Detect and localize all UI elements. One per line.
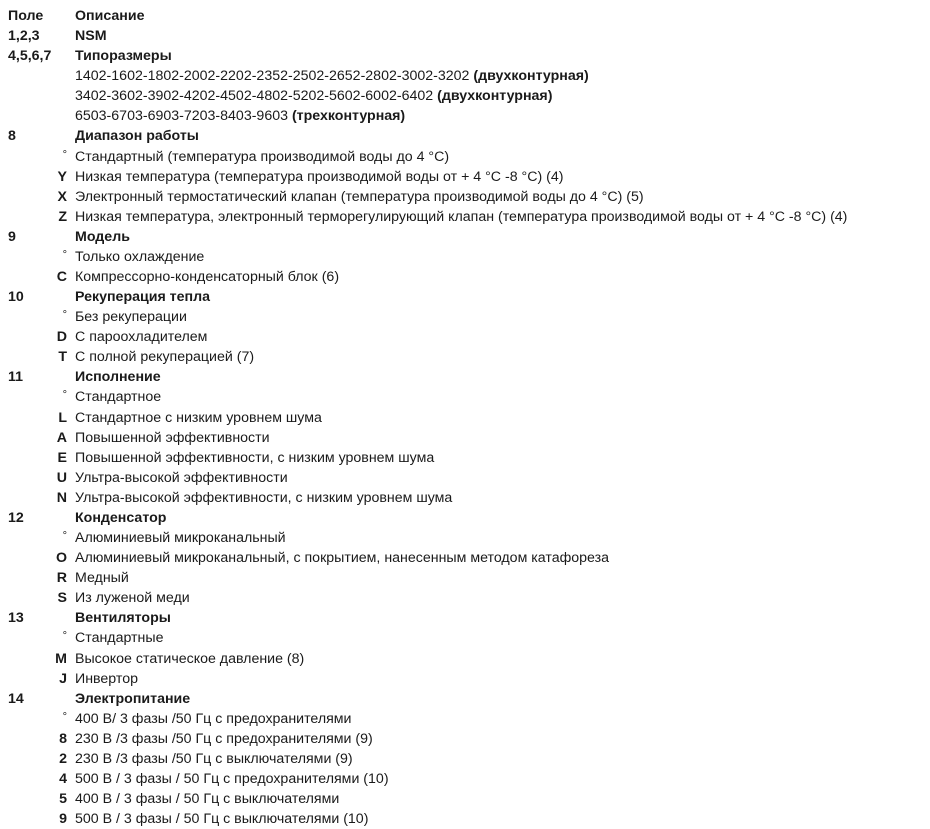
- option-row: [0, 528, 930, 548]
- section-row: [0, 126, 930, 146]
- option-description: [75, 628, 163, 648]
- option-code: Z: [58, 208, 67, 225]
- description-text: Модель: [75, 228, 130, 245]
- option-row: [0, 729, 930, 749]
- field-number: 1,2,3: [8, 28, 40, 45]
- description-text: 230 В /3 фазы /50 Гц с выключателями (9): [75, 750, 353, 767]
- option-description: [75, 709, 351, 729]
- option-row: [0, 548, 930, 568]
- option-row: [0, 588, 930, 608]
- option-description: [75, 809, 368, 829]
- option-description: [75, 428, 270, 448]
- option-code: R: [56, 570, 67, 587]
- description-text: Инвертор: [75, 670, 138, 687]
- description-text: Диапазон работы: [75, 128, 199, 145]
- option-code: J: [59, 670, 67, 687]
- description-text: Стандартный (температура производимой воды до 4 °C): [75, 148, 450, 165]
- section-row: [0, 508, 930, 528]
- circuit-type: (трехконтурная): [291, 108, 406, 125]
- option-code: S: [57, 590, 67, 607]
- option-description: [75, 247, 204, 267]
- option-description: [75, 187, 644, 207]
- option-code: N: [56, 489, 67, 506]
- option-description: [75, 448, 434, 468]
- option-description: [75, 106, 405, 126]
- description-text: Типоразмеры: [75, 48, 172, 65]
- option-row: [0, 789, 930, 809]
- option-row: [0, 86, 930, 106]
- description-text: Стандартное с низким уровнем шума: [75, 409, 322, 426]
- option-row: [0, 106, 930, 126]
- option-code: X: [57, 188, 67, 205]
- option-row: [0, 147, 930, 167]
- description-text: 400 В / 3 фазы / 50 Гц с выключателями: [75, 791, 340, 808]
- table-header: [0, 6, 930, 26]
- option-code: L: [58, 409, 67, 426]
- option-description: [75, 267, 339, 287]
- description-text: С полной рекуперацией (7): [75, 349, 255, 366]
- option-row: [0, 327, 930, 347]
- option-row: [0, 247, 930, 267]
- description-text: 6503-6703-6903-7203-8403-9603: [75, 108, 292, 125]
- description-text: Конденсатор: [75, 509, 167, 526]
- section-title: [75, 287, 210, 307]
- description-text: 500 В / 3 фазы / 50 Гц с выключателями (10): [75, 811, 369, 828]
- option-row: [0, 448, 930, 468]
- option-description: [75, 588, 190, 608]
- option-description: [75, 327, 207, 347]
- field-number: 8: [8, 128, 16, 145]
- option-code: D: [56, 329, 67, 346]
- description-text: Ультра-высокой эффективности, с низким уровнем шума: [75, 489, 453, 506]
- option-description: [75, 207, 847, 227]
- section-row: [0, 689, 930, 709]
- option-description: [75, 167, 563, 187]
- option-description: [75, 147, 449, 167]
- option-row: [0, 408, 930, 428]
- section-title: [75, 126, 199, 146]
- description-text: Рекуперация тепла: [75, 289, 210, 306]
- description-text: Алюминиевый микроканальный: [75, 530, 286, 547]
- section-title: [75, 46, 172, 66]
- option-code: 4: [59, 770, 67, 787]
- option-description: [75, 468, 288, 488]
- option-row: [0, 468, 930, 488]
- field-column-header: Поле: [8, 8, 44, 24]
- description-text: 400 В/ 3 фазы /50 Гц с предохранителями: [75, 710, 352, 727]
- description-text: Из луженой меди: [75, 590, 190, 607]
- option-row: [0, 749, 930, 769]
- option-code: Y: [57, 168, 67, 185]
- option-description: [75, 347, 254, 367]
- option-code: °: [62, 148, 67, 161]
- option-row: [0, 628, 930, 648]
- option-code: A: [56, 429, 67, 446]
- option-row: [0, 66, 930, 86]
- option-description: [75, 488, 452, 508]
- description-text: Без рекуперации: [75, 309, 187, 326]
- description-text: Ультра-высокой эффективности: [75, 469, 288, 486]
- option-description: [75, 769, 389, 789]
- field-number: 4,5,6,7: [8, 48, 52, 65]
- option-row: [0, 669, 930, 689]
- option-row: [0, 347, 930, 367]
- description-text: Вентиляторы: [75, 610, 171, 627]
- option-code: °: [62, 309, 67, 322]
- option-description: [75, 86, 552, 106]
- option-code: °: [62, 710, 67, 723]
- field-number: 14: [8, 690, 24, 707]
- description-text: 3402-3602-3902-4202-4502-4802-5202-5602-6002-6402: [75, 88, 438, 105]
- section-title: [75, 26, 107, 46]
- option-description: [75, 649, 304, 669]
- option-description: [75, 387, 161, 407]
- option-description: [75, 548, 609, 568]
- description-text: 500 В / 3 фазы / 50 Гц с предохранителями (10): [75, 770, 389, 787]
- field-number: 13: [8, 610, 24, 627]
- description-text: 230 В /3 фазы /50 Гц с предохранителями (9): [75, 730, 373, 747]
- option-description: [75, 789, 339, 809]
- circuit-type: (двухконтурная): [473, 68, 589, 85]
- section-title: [75, 367, 161, 387]
- description-text: Повышенной эффективности: [75, 429, 270, 446]
- section-row: [0, 608, 930, 628]
- option-row: [0, 649, 930, 669]
- option-row: [0, 207, 930, 227]
- description-text: Стандартное: [75, 389, 162, 406]
- circuit-type: (двухконтурная): [437, 88, 553, 105]
- option-code: U: [56, 469, 67, 486]
- section-row: [0, 26, 930, 46]
- description-text: Компрессорно-конденсаторный блок (6): [75, 269, 340, 286]
- option-code: E: [57, 449, 67, 466]
- option-row: [0, 709, 930, 729]
- section-title: [75, 508, 166, 528]
- description-column-header: Описание: [75, 8, 145, 24]
- section-title: [75, 689, 190, 709]
- section-row: [0, 367, 930, 387]
- description-text: Низкая температура (температура производимой воды от + 4 °C -8 °C) (4): [75, 168, 564, 185]
- description-text: Стандартные: [75, 630, 164, 647]
- option-row: [0, 488, 930, 508]
- section-title: [75, 608, 171, 628]
- section-title: [75, 227, 130, 247]
- option-description: [75, 307, 187, 327]
- option-code: °: [62, 248, 67, 261]
- option-code: °: [62, 630, 67, 643]
- description-text: Исполнение: [75, 369, 161, 386]
- field-number: 9: [8, 228, 16, 245]
- option-description: [75, 729, 373, 749]
- option-code: °: [62, 389, 67, 402]
- option-row: [0, 187, 930, 207]
- option-row: [0, 167, 930, 187]
- option-row: [0, 267, 930, 287]
- option-description: [75, 749, 353, 769]
- option-code: 2: [59, 750, 67, 767]
- field-number: 11: [8, 369, 23, 386]
- description-text: Повышенной эффективности, с низким уровнем шума: [75, 449, 435, 466]
- option-code: 8: [59, 730, 67, 747]
- option-row: [0, 769, 930, 789]
- description-text: NSM: [75, 28, 107, 45]
- description-text: Только охлаждение: [75, 248, 205, 265]
- option-code: C: [56, 269, 67, 286]
- option-row: [0, 307, 930, 327]
- description-text: Высокое статическое давление (8): [75, 650, 305, 667]
- option-row: [0, 428, 930, 448]
- option-description: [75, 528, 286, 548]
- description-text: Низкая температура, электронный терморегулирующий клапан (температура производимой воды от + 4 °C -8 °C) (4): [75, 208, 848, 225]
- option-code: M: [55, 650, 67, 667]
- option-code: T: [58, 349, 67, 366]
- option-row: [0, 568, 930, 588]
- description-text: Электропитание: [75, 690, 191, 707]
- description-text: Электронный термостатический клапан (температура производимой воды до 4 °C) (5): [75, 188, 644, 205]
- description-text: Алюминиевый микроканальный, с покрытием, нанесенным методом катафореза: [75, 550, 610, 567]
- option-description: [75, 669, 138, 689]
- field-number: 12: [8, 509, 24, 526]
- option-code: 5: [59, 791, 67, 808]
- description-text: 1402-1602-1802-2002-2202-2352-2502-2652-2802-3002-3202: [75, 68, 474, 85]
- option-row: [0, 809, 930, 829]
- description-text: С пароохладителем: [75, 329, 208, 346]
- option-description: [75, 66, 589, 86]
- section-row: [0, 287, 930, 307]
- section-row: [0, 227, 930, 247]
- option-code: °: [62, 530, 67, 543]
- option-code: 9: [59, 811, 67, 828]
- option-description: [75, 568, 129, 588]
- description-text: Медный: [75, 570, 129, 587]
- option-code: O: [55, 550, 67, 567]
- field-number: 10: [8, 289, 24, 306]
- option-description: [75, 408, 322, 428]
- option-row: [0, 387, 930, 407]
- section-row: [0, 46, 930, 66]
